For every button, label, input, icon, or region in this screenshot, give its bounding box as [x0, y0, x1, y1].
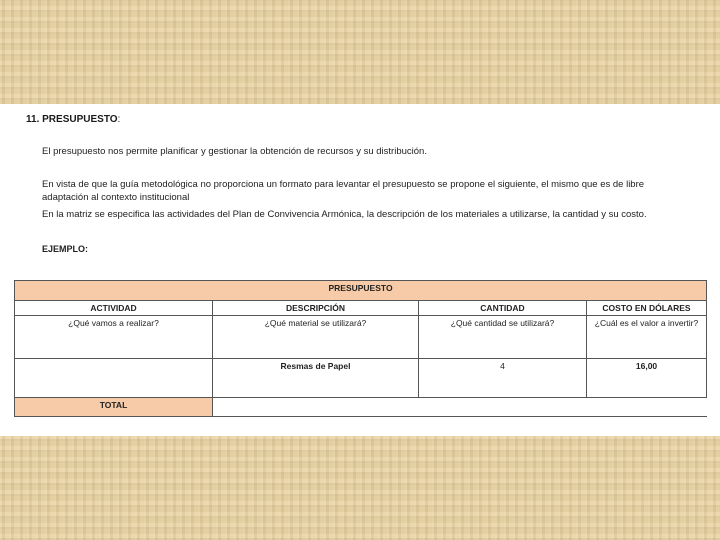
table-total-row [15, 398, 707, 417]
table-title-row [15, 281, 707, 301]
col-question-cantidad: ¿Qué cantidad se utilizará? [419, 316, 587, 359]
paragraph-intro: El presupuesto nos permite planificar y gestionar la obtención de recursos y su distribución. [42, 146, 427, 157]
section-title [26, 114, 120, 125]
example-label: EJEMPLO: [42, 244, 89, 254]
budget-table [14, 280, 707, 417]
table-header-row [15, 301, 707, 316]
section-title-suffix: : [117, 114, 121, 125]
total-value-cell [213, 398, 707, 417]
paragraph-proposal-cont: adaptación al contexto institucional [42, 192, 190, 203]
col-header-descripcion: DESCRIPCIÓN [213, 301, 419, 316]
document-panel [0, 104, 720, 436]
cell-cantidad: 4 [419, 359, 587, 398]
table-question-row [15, 316, 707, 359]
col-header-actividad: ACTIVIDAD [15, 301, 213, 316]
cell-costo: 16,00 [587, 359, 707, 398]
cell-actividad [15, 359, 213, 398]
section-number: 11. PRESUPUESTO [26, 114, 118, 125]
col-question-costo: ¿Cuál es el valor a invertir? [587, 316, 707, 359]
col-header-cantidad: CANTIDAD [419, 301, 587, 316]
paragraph-proposal: En vista de que la guía metodológica no proporciona un formato para levantar el presupuesto se propone el siguiente, el mismo que es de libre [42, 179, 645, 190]
col-question-descripcion: ¿Qué material se utilizará? [213, 316, 419, 359]
col-question-actividad: ¿Qué vamos a realizar? [15, 316, 213, 359]
total-label: TOTAL [15, 398, 213, 417]
col-header-costo: COSTO EN DÓLARES [587, 301, 707, 316]
paragraph-matrix: En la matriz se especifica las actividades del Plan de Convivencia Armónica, la descripción de los materiales a utilizarse, la cantidad y su costo. [42, 209, 647, 220]
cell-descripcion: Resmas de Papel [213, 359, 419, 398]
table-title: PRESUPUESTO [15, 281, 707, 301]
table-row [15, 359, 707, 398]
